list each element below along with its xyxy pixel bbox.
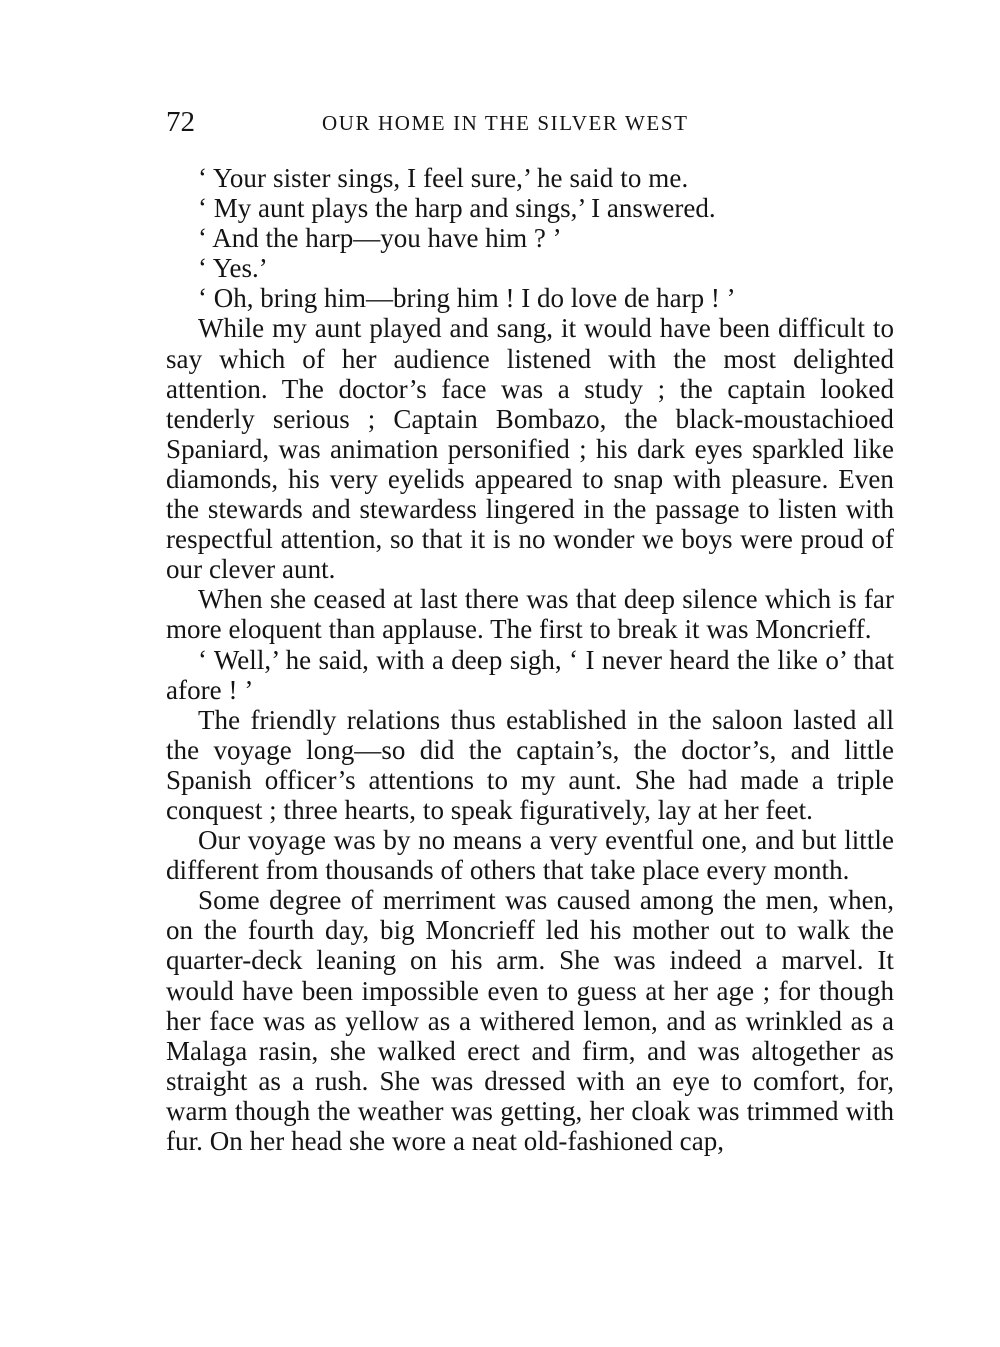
running-head: OUR HOME IN THE SILVER WEST (322, 111, 689, 135)
paragraph: While my aunt played and sang, it would have been difficult to say which of her audience listened with the most delighted attention. The doctor’s face was a study ; the captain looked tenderly serious ; Captain Bombazo, the black-moustachioed Spaniard, was animation personified ; his dark eyes sparkled like diamonds, his very eyelids appeared to snap with pleasure. Even the stewards and stewardess lingered in the passage to listen with respectful attention, so that it is no wonder we boys were proud of our clever aunt. (166, 313, 894, 585)
dialogue-block (166, 163, 894, 313)
paragraph: ‘ Your sister sings, I feel sure,’ he said to me. (198, 163, 689, 193)
narrative-block (166, 313, 894, 1156)
page-number: 72 (166, 106, 195, 138)
paragraph: When she ceased at last there was that deep silence which is far more eloquent than applause. The first to break it was Moncrieff. (166, 584, 894, 645)
text-body (166, 163, 894, 1156)
paragraph: ‘ My aunt plays the harp and sings,’ I answered. (198, 193, 716, 224)
paragraph: ‘ Yes.’ (198, 253, 268, 284)
paragraph: The friendly relations thus established in the saloon lasted all the voyage long—so did the captain’s, the doctor’s, and little Spanish officer’s attentions to my aunt. She had made a triple conquest ; three hearts, to speak figuratively, lay at her feet. (166, 704, 894, 825)
paragraph: Our voyage was by no means a very eventful one, and but little different from thousands of others that take place every month. (166, 825, 894, 886)
paragraph: ‘ Well,’ he said, with a deep sigh, ‘ I never heard the like o’ that afore ! ’ (166, 644, 894, 705)
paragraph: ‘ And the harp—you have him ? ’ (198, 223, 562, 254)
paragraph: Some degree of merriment was caused among the men, when, on the fourth day, big Moncrieff led his mother out to walk the quarter-deck leaning on his arm. She was indeed a marvel. It would have been impossible even to guess at her age ; for though her face was as yellow as a withered lemon, and as wrinkled as a Malaga rasin, she walked erect and firm, and was altogether as straight as a rush. She was dressed with an eye to comfort, for, warm though the weather was getting, her cloak was trimmed with fur. On her head she wore a neat old-fashioned cap, (166, 885, 894, 1156)
page-header (166, 102, 896, 142)
paragraph: ‘ Oh, bring him—bring him ! I do love de harp ! ’ (198, 283, 736, 314)
